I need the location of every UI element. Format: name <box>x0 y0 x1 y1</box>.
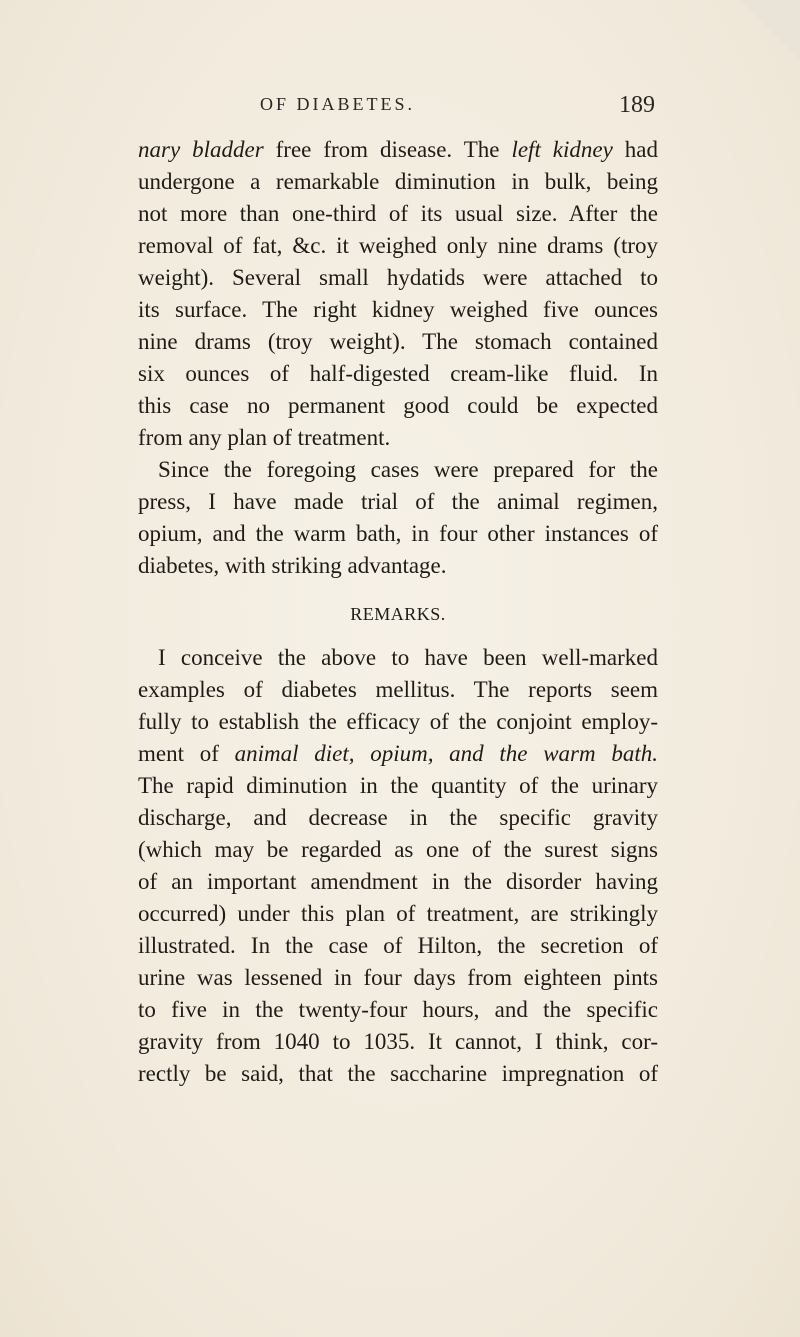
text-segment: had <box>612 137 658 162</box>
text-line: from any plan of treatment. <box>138 425 391 450</box>
folded-page-corner <box>740 0 800 60</box>
text-line: gravity from 1040 to 1035. It cannot, I think, cor- <box>138 1029 658 1054</box>
text-line: press, I have made trial of the animal regimen, <box>138 489 658 514</box>
page-header <box>140 92 655 122</box>
text-line: not more than one-third of its usual size. After the <box>138 201 658 226</box>
text-line: of an important amendment in the disorder having <box>138 869 658 894</box>
text-segment: ment of <box>138 741 235 766</box>
text-line: opium, and the warm bath, in four other instances of <box>138 521 658 546</box>
text-line: removal of fat, &c. it weighed only nine drams (troy <box>138 233 658 258</box>
section-heading: REMARKS. <box>350 604 446 624</box>
page-number: 189 <box>619 92 655 118</box>
text-line: this case no permanent good could be expected <box>138 393 658 418</box>
text-line: fully to establish the efficacy of the conjoint employ- <box>138 709 658 734</box>
italic-term: animal diet, opium, and the warm bath. <box>234 741 658 766</box>
text-line: six ounces of half-digested cream-like fluid. In <box>138 361 658 386</box>
italic-term: left kidney <box>511 137 613 162</box>
text-line: I conceive the above to have been well-marked <box>158 645 658 670</box>
text-line: occurred) under this plan of treatment, are strikingly <box>138 901 658 926</box>
italic-term: nary bladder <box>138 137 264 162</box>
text-line: to five in the twenty-four hours, and the specific <box>138 997 658 1022</box>
text-line <box>138 134 658 166</box>
text-line: The rapid diminution in the quantity of the urinary <box>138 773 658 798</box>
text-segment: free from disease. The <box>263 137 512 162</box>
text-line: rectly be said, that the saccharine impregnation of <box>138 1061 658 1086</box>
text-line: examples of diabetes mellitus. The reports seem <box>138 677 658 702</box>
text-line: undergone a remarkable diminution in bulk, being <box>138 169 658 194</box>
text-line: (which may be regarded as one of the surest signs <box>138 837 658 862</box>
text-line: discharge, and decrease in the specific gravity <box>138 805 658 830</box>
running-head: OF DIABETES. <box>260 94 416 114</box>
text-line: nine drams (troy weight). The stomach contained <box>138 329 658 354</box>
page-body <box>138 134 658 1090</box>
text-line: Since the foregoing cases were prepared for the <box>158 457 658 482</box>
text-line: illustrated. In the case of Hilton, the secretion of <box>138 933 658 958</box>
text-line: weight). Several small hydatids were attached to <box>138 265 658 290</box>
text-line: its surface. The right kidney weighed five ounces <box>138 297 658 322</box>
text-line: urine was lessened in four days from eighteen pints <box>138 965 658 990</box>
text-line <box>138 738 658 770</box>
text-line: diabetes, with striking advantage. <box>138 553 447 578</box>
